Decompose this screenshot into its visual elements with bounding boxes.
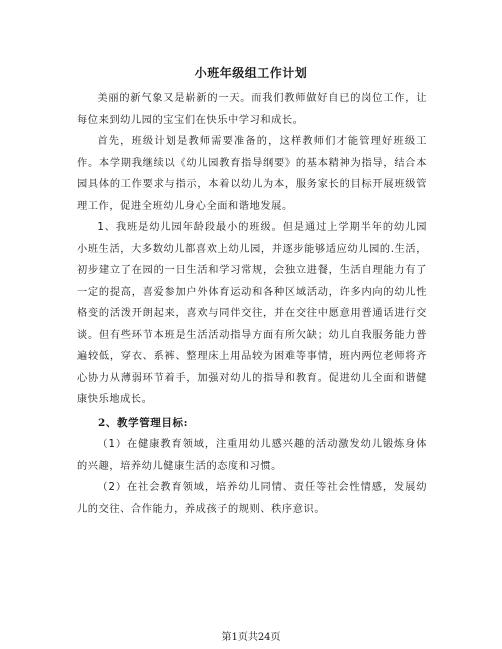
paragraph: （2）在社会教育领域，培养幼儿同情、责任等社会性情感，发展幼儿的交往、合作能力，养成孩子的规则、秩序意识。 — [77, 482, 427, 515]
page-number: 第1页共24页 — [221, 632, 281, 643]
document-body — [77, 88, 427, 520]
section-heading: 2、教学管理目标: — [98, 416, 189, 429]
paragraph: 首先，班级计划是教师需要准备的，这样教师们才能管理好班级工作。本学期我继续以《幼儿园教育指导纲要》的基本精神为指导，结合本园具体的工作要求与指示，本着以幼儿为本，服务家长的目标开展班级管理工作，促进全班幼儿身心全面和谐地发展。 — [77, 136, 427, 212]
paragraph: （1）在健康教育领域，注重用幼儿感兴趣的活动激发幼儿锻炼身体的兴趣，培养幼儿健康生活的态度和习惯。 — [77, 439, 427, 472]
paragraph: 1、我班是幼儿园年龄段最小的班级。但是通过上学期半年的幼儿园小班生活，大多数幼儿都喜欢上幼儿园，并逐步能够适应幼儿园的.生活，初步建立了在园的一日生活和学习常规，会独立进餐，生活自理能力有了一定的提高，喜爱参加户外体育运动和各种区域活动，许多内向的幼儿性格变的活泼开朗起来，喜欢与同伴交往，并在交往中愿意用普通话进行交谈。但有些环节本班是生活活动指导方面有所欠缺；幼儿自我服务能力普遍较低，穿衣、系裤、整理床上用品较为困难等事情，班内两位老师将齐心协力从薄弱环节着手，加强对幼儿的指导和教育。促进幼儿全面和谐健康快乐地成长。 — [77, 222, 427, 405]
paragraph: 美丽的新气象又是崭新的一天。而我们教师做好自已的岗位工作，让每位来到幼儿园的宝宝们在快乐中学习和成长。 — [77, 93, 427, 126]
document-title: 小班年级组工作计划 — [194, 66, 308, 80]
